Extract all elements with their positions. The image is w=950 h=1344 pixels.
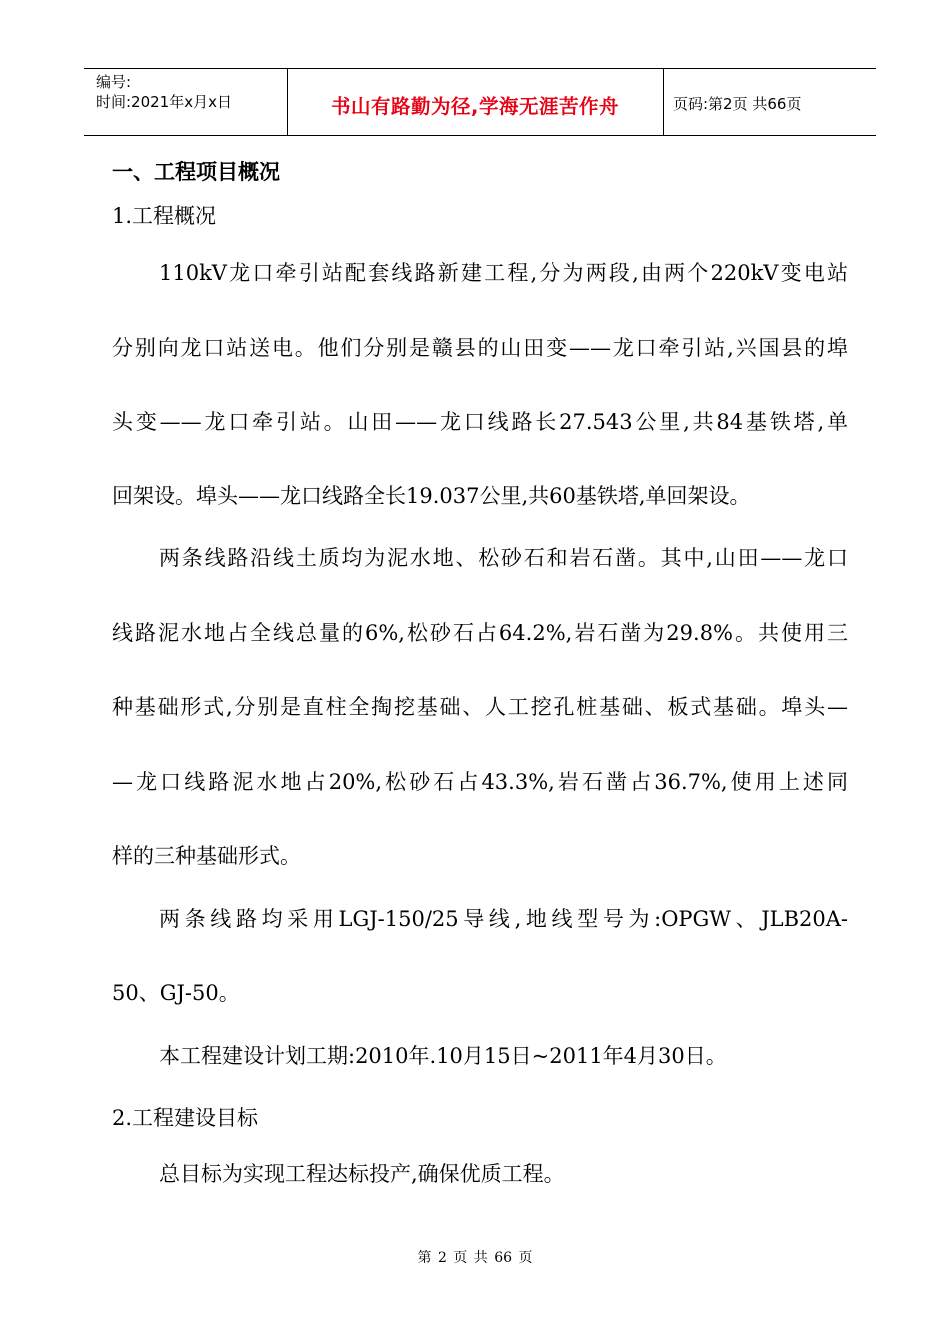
subsection-title-overview: 1.工程概况 xyxy=(112,204,217,228)
paragraph-line: 回架设。埠头——龙口线路全长19.037公里,共60基铁塔,单回架设。 xyxy=(112,484,751,508)
page-footer: 第 2 页 共 66 页 xyxy=(417,1250,533,1266)
header-page-info: 页码:第2页 共66页 xyxy=(673,95,802,113)
paragraph-line: 线路泥水地占全线总量的6%,松砂石占64.2%,岩石凿为29.8%。共使用三 xyxy=(112,621,848,645)
paragraph-line: 总目标为实现工程达标投产,确保优质工程。 xyxy=(159,1162,565,1186)
paragraph-line: 种基础形式,分别是直柱全掏挖基础、人工挖孔桩基础、板式基础。埠头— xyxy=(112,695,848,719)
header-motto: 书山有路勤为径,学海无涯苦作舟 xyxy=(331,95,619,118)
paragraph-line: 两条线路均采用LGJ-150/25导线,地线型号为:OPGW、JLB20A- xyxy=(159,907,848,931)
subsection-title-goals: 2.工程建设目标 xyxy=(112,1106,259,1130)
header-motto-cell xyxy=(287,69,664,135)
paragraph-line: —龙口线路泥水地占20%,松砂石占43.3%,岩石凿占36.7%,使用上述同 xyxy=(112,770,848,794)
document-number-label: 编号: xyxy=(96,73,132,91)
paragraph-line: 头变——龙口牵引站。山田——龙口线路长27.543公里,共84基铁塔,单 xyxy=(112,410,848,434)
section-title: 一、工程项目概况 xyxy=(112,160,280,184)
paragraph-line: 110kV龙口牵引站配套线路新建工程,分为两段,由两个220kV变电站 xyxy=(159,261,848,285)
header-page-cell xyxy=(663,69,876,135)
paragraph-line: 50、GJ-50。 xyxy=(112,981,240,1005)
paragraph-line: 分别向龙口站送电。他们分别是赣县的山田变——龙口牵引站,兴国县的埠 xyxy=(112,336,848,360)
document-time-label: 时间:2021年x月x日 xyxy=(96,93,232,111)
paragraph-line: 两条线路沿线土质均为泥水地、松砂石和岩石凿。其中,山田——龙口 xyxy=(159,546,848,570)
header-meta-cell xyxy=(84,69,288,135)
paragraph-line: 本工程建设计划工期:2010年.10月15日~2011年4月30日。 xyxy=(159,1044,727,1068)
document-header xyxy=(84,68,876,136)
paragraph-line: 样的三种基础形式。 xyxy=(112,844,301,868)
